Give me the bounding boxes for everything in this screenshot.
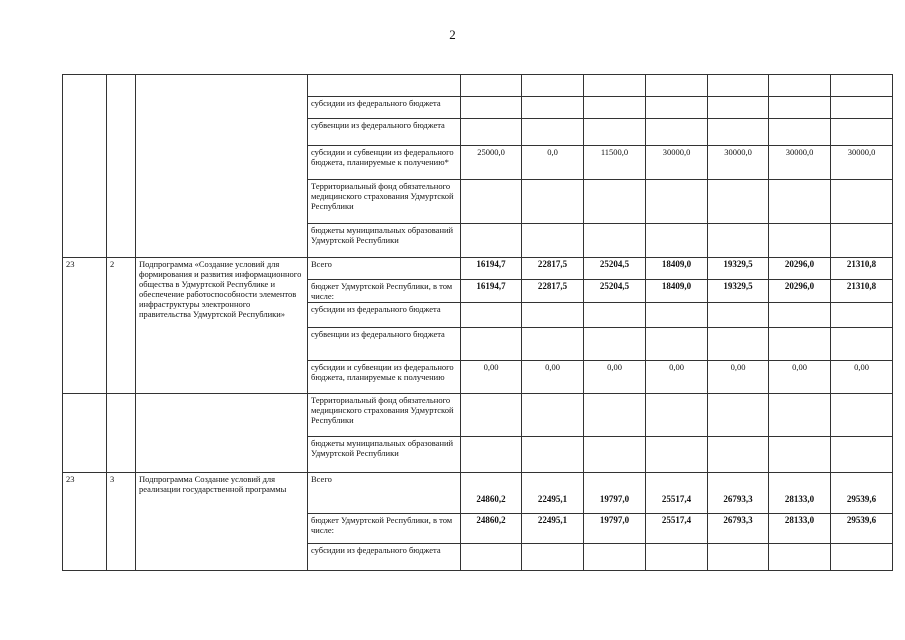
program-name: Подпрограмма Создание условий для реализации государственной программы: [136, 473, 308, 571]
value-cell: [708, 224, 769, 258]
value-cell: 0,0: [522, 146, 584, 180]
funding-source: Всего: [308, 258, 461, 280]
value-cell: 28133,0: [769, 514, 831, 544]
value-cell: 16194,7: [461, 280, 522, 303]
value-cell: [646, 224, 708, 258]
value-cell: [522, 303, 584, 328]
value-cell: [646, 328, 708, 361]
value-cell: 21310,8: [831, 280, 893, 303]
value-cell: 25204,5: [584, 258, 646, 280]
value-cell: [584, 75, 646, 97]
value-cell: [769, 437, 831, 473]
value-cell: 22495,1: [522, 514, 584, 544]
value-cell: [522, 544, 584, 571]
value-cell: [769, 544, 831, 571]
value-cell: [769, 119, 831, 146]
value-cell: 25204,5: [584, 280, 646, 303]
funding-source: субвенции из федерального бюджета: [308, 119, 461, 146]
value-cell: [708, 437, 769, 473]
budget-table: [62, 74, 893, 571]
value-cell: 0,00: [708, 361, 769, 394]
value-cell: [461, 119, 522, 146]
value-cell: 20296,0: [769, 258, 831, 280]
value-cell: [461, 544, 522, 571]
funding-source: субсидии из федерального бюджета: [308, 544, 461, 571]
value-cell: [769, 75, 831, 97]
value-cell: 19329,5: [708, 280, 769, 303]
value-cell: [646, 97, 708, 119]
value-cell: [708, 180, 769, 224]
value-cell: 16194,7: [461, 258, 522, 280]
value-cell: [831, 544, 893, 571]
value-cell: 19797,0: [584, 514, 646, 544]
value-cell: [646, 394, 708, 437]
value-cell: 0,00: [646, 361, 708, 394]
code-cell: [107, 75, 136, 258]
value-cell: [522, 97, 584, 119]
funding-source: субсидии из федерального бюджета: [308, 97, 461, 119]
funding-source: [308, 75, 461, 97]
value-cell: 22817,5: [522, 280, 584, 303]
program-name-cell: [136, 394, 308, 473]
value-cell: [461, 180, 522, 224]
table-row: [63, 394, 893, 437]
value-cell: [522, 75, 584, 97]
value-cell: 0,00: [522, 361, 584, 394]
funding-source: бюджеты муниципальных образований Удмуртской Республики: [308, 224, 461, 258]
row-code: 3: [107, 473, 136, 571]
value-cell: [646, 303, 708, 328]
value-cell: 11500,0: [584, 146, 646, 180]
value-cell: [461, 394, 522, 437]
value-cell: [522, 119, 584, 146]
value-cell: 0,00: [461, 361, 522, 394]
value-cell: 25517,4: [646, 514, 708, 544]
value-cell: [646, 544, 708, 571]
value-cell: 25517,4: [646, 473, 708, 514]
value-cell: [646, 75, 708, 97]
value-cell: [708, 119, 769, 146]
table-row: [63, 473, 893, 514]
value-cell: 26793,3: [708, 473, 769, 514]
value-cell: [584, 437, 646, 473]
value-cell: [646, 119, 708, 146]
program-name-cell: [136, 75, 308, 258]
value-cell: [708, 97, 769, 119]
value-cell: [831, 303, 893, 328]
value-cell: [831, 180, 893, 224]
value-cell: [831, 75, 893, 97]
value-cell: 0,00: [769, 361, 831, 394]
value-cell: [584, 97, 646, 119]
value-cell: [522, 328, 584, 361]
value-cell: [708, 544, 769, 571]
value-cell: 30000,0: [646, 146, 708, 180]
value-cell: 30000,0: [769, 146, 831, 180]
table-body: [63, 75, 893, 571]
value-cell: 25000,0: [461, 146, 522, 180]
value-cell: 30000,0: [708, 146, 769, 180]
program-name: Подпрограмма «Создание условий для формирования и развития информационного общества в Удмуртской Республике и обеспечение работоспособности элементов инфраструктуры электронного правительства Удмуртской Республики»: [136, 258, 308, 394]
funding-source: бюджет Удмуртской Республики, в том числе:: [308, 280, 461, 303]
table-row: [63, 75, 893, 97]
funding-source: Территориальный фонд обязательного медицинского страхования Удмуртской Республики: [308, 394, 461, 437]
value-cell: [584, 394, 646, 437]
value-cell: [769, 97, 831, 119]
value-cell: 30000,0: [831, 146, 893, 180]
value-cell: [831, 394, 893, 437]
value-cell: [646, 437, 708, 473]
value-cell: [461, 303, 522, 328]
code-cell: [107, 394, 136, 473]
code-cell: [63, 75, 107, 258]
value-cell: [831, 97, 893, 119]
value-cell: [584, 180, 646, 224]
value-cell: [461, 75, 522, 97]
value-cell: 26793,3: [708, 514, 769, 544]
value-cell: 21310,8: [831, 258, 893, 280]
value-cell: [522, 394, 584, 437]
value-cell: [584, 303, 646, 328]
value-cell: [708, 328, 769, 361]
funding-source: субсидии и субвенции из федерального бюджета, планируемые к получению: [308, 361, 461, 394]
value-cell: [522, 224, 584, 258]
value-cell: [708, 75, 769, 97]
funding-source: Территориальный фонд обязательного медицинского страхования Удмуртской Республики: [308, 180, 461, 224]
value-cell: [461, 328, 522, 361]
value-cell: [831, 328, 893, 361]
value-cell: 22495,1: [522, 473, 584, 514]
value-cell: 28133,0: [769, 473, 831, 514]
value-cell: [584, 328, 646, 361]
value-cell: [769, 328, 831, 361]
value-cell: [769, 303, 831, 328]
value-cell: [831, 119, 893, 146]
value-cell: [769, 224, 831, 258]
value-cell: 20296,0: [769, 280, 831, 303]
row-code: 23: [63, 473, 107, 571]
value-cell: 19797,0: [584, 473, 646, 514]
value-cell: 24860,2: [461, 514, 522, 544]
funding-source: субвенции из федерального бюджета: [308, 328, 461, 361]
value-cell: 18409,0: [646, 280, 708, 303]
value-cell: [769, 394, 831, 437]
value-cell: 18409,0: [646, 258, 708, 280]
value-cell: [769, 180, 831, 224]
value-cell: [584, 119, 646, 146]
value-cell: [831, 224, 893, 258]
page-number: 2: [449, 27, 456, 42]
value-cell: [461, 224, 522, 258]
table-row: [63, 258, 893, 280]
value-cell: [831, 437, 893, 473]
value-cell: [461, 437, 522, 473]
value-cell: [584, 224, 646, 258]
value-cell: 29539,6: [831, 514, 893, 544]
value-cell: 29539,6: [831, 473, 893, 514]
funding-source: Всего: [308, 473, 461, 514]
value-cell: [646, 180, 708, 224]
value-cell: 19329,5: [708, 258, 769, 280]
value-cell: 0,00: [831, 361, 893, 394]
value-cell: 24860,2: [461, 473, 522, 514]
value-cell: 22817,5: [522, 258, 584, 280]
code-cell: [63, 394, 107, 473]
value-cell: [522, 180, 584, 224]
funding-source: бюджеты муниципальных образований Удмуртской Республики: [308, 437, 461, 473]
value-cell: [522, 437, 584, 473]
value-cell: [584, 544, 646, 571]
value-cell: [708, 303, 769, 328]
funding-source: субсидии из федерального бюджета: [308, 303, 461, 328]
value-cell: 0,00: [584, 361, 646, 394]
funding-source: субсидии и субвенции из федерального бюджета, планируемые к получению*: [308, 146, 461, 180]
row-code: 2: [107, 258, 136, 394]
row-code: 23: [63, 258, 107, 394]
value-cell: [708, 394, 769, 437]
funding-source: бюджет Удмуртской Республики, в том числе:: [308, 514, 461, 544]
value-cell: [461, 97, 522, 119]
